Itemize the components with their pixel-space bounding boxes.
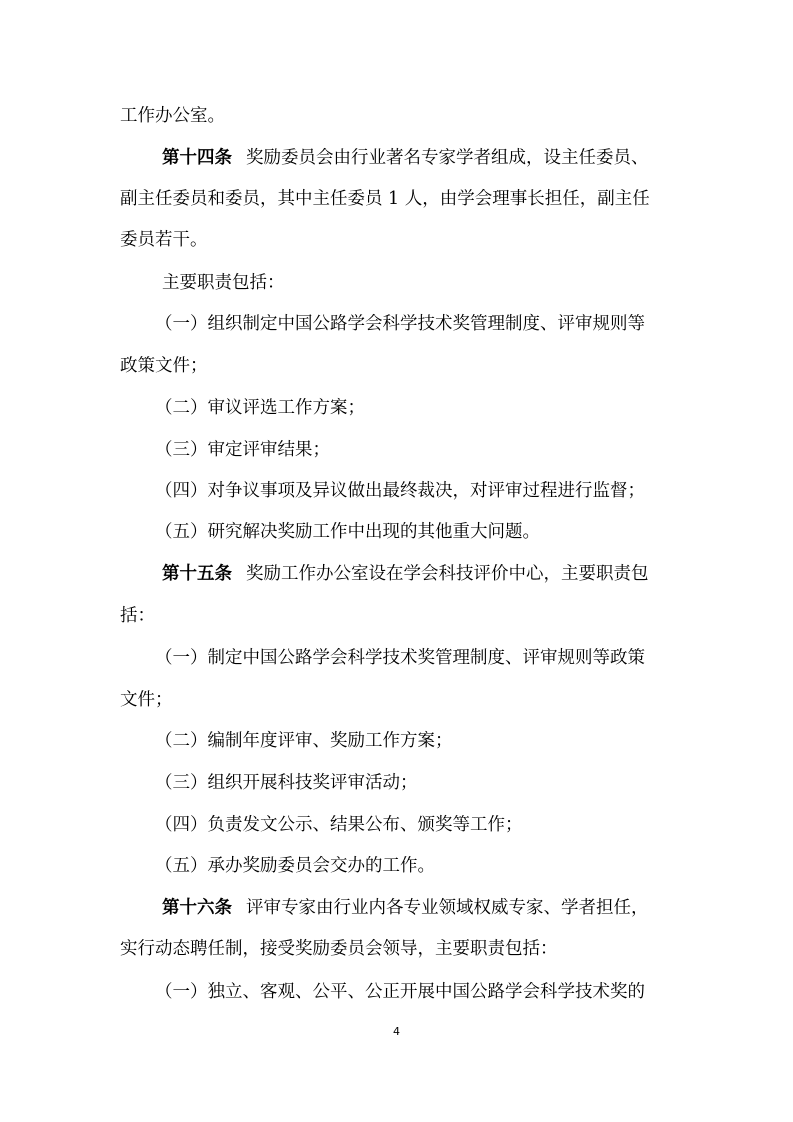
list-item: （二）编制年度评审、奖励工作方案；: [155, 731, 453, 751]
text-line: 主要职责包括：: [162, 273, 285, 293]
list-item: （一）制定中国公路学会科学技术奖管理制度、评审规则等政策: [155, 648, 645, 668]
list-item: （一）独立、客观、公平、公正开展中国公路学会科学技术奖的: [155, 982, 645, 1002]
list-item: （三）组织开展科技奖评审活动；: [155, 773, 418, 793]
article-15-label: 第十五条: [162, 564, 232, 584]
list-item: （二）审议评选工作方案；: [155, 398, 365, 418]
article-14-label: 第十四条: [162, 148, 232, 168]
text-line: 副主任委员和委员，其中主任委员 1 人，由学会理事长担任，副主任: [120, 189, 650, 209]
list-item: （四）对争议事项及异议做出最终裁决，对评审过程进行监督；: [155, 481, 645, 501]
text-line: 实行动态聘任制，接受奖励委员会领导，主要职责包括：: [120, 939, 558, 959]
text-line: 委员若干。: [120, 230, 208, 250]
text-line: 工作办公室。: [120, 106, 225, 126]
text-line: 政策文件；: [120, 356, 208, 376]
list-item: （五）承办奖励委员会交办的工作。: [155, 856, 435, 876]
list-item: （四）负责发文公示、结果公布、颁奖等工作；: [155, 815, 523, 835]
article-16-heading-line: 第十六条 评审专家由行业内各专业领域权威专家、学者担任，: [162, 898, 649, 918]
list-item: （三）审定评审结果；: [155, 440, 330, 460]
article-16-label: 第十六条: [162, 898, 232, 918]
list-item: （一）组织制定中国公路学会科学技术奖管理制度、评审规则等: [155, 314, 645, 334]
article-14-heading-line: 第十四条 奖励委员会由行业著名专家学者组成，设主任委员、: [162, 148, 649, 168]
list-item: （五）研究解决奖励工作中出现的其他重大问题。: [155, 522, 540, 542]
text-line: 括：: [120, 606, 155, 626]
text-line: 文件；: [120, 690, 173, 710]
page-number: 4: [393, 1025, 400, 1038]
article-15-heading-line: 第十五条 奖励工作办公室设在学会科技评价中心，主要职责包: [162, 564, 649, 584]
